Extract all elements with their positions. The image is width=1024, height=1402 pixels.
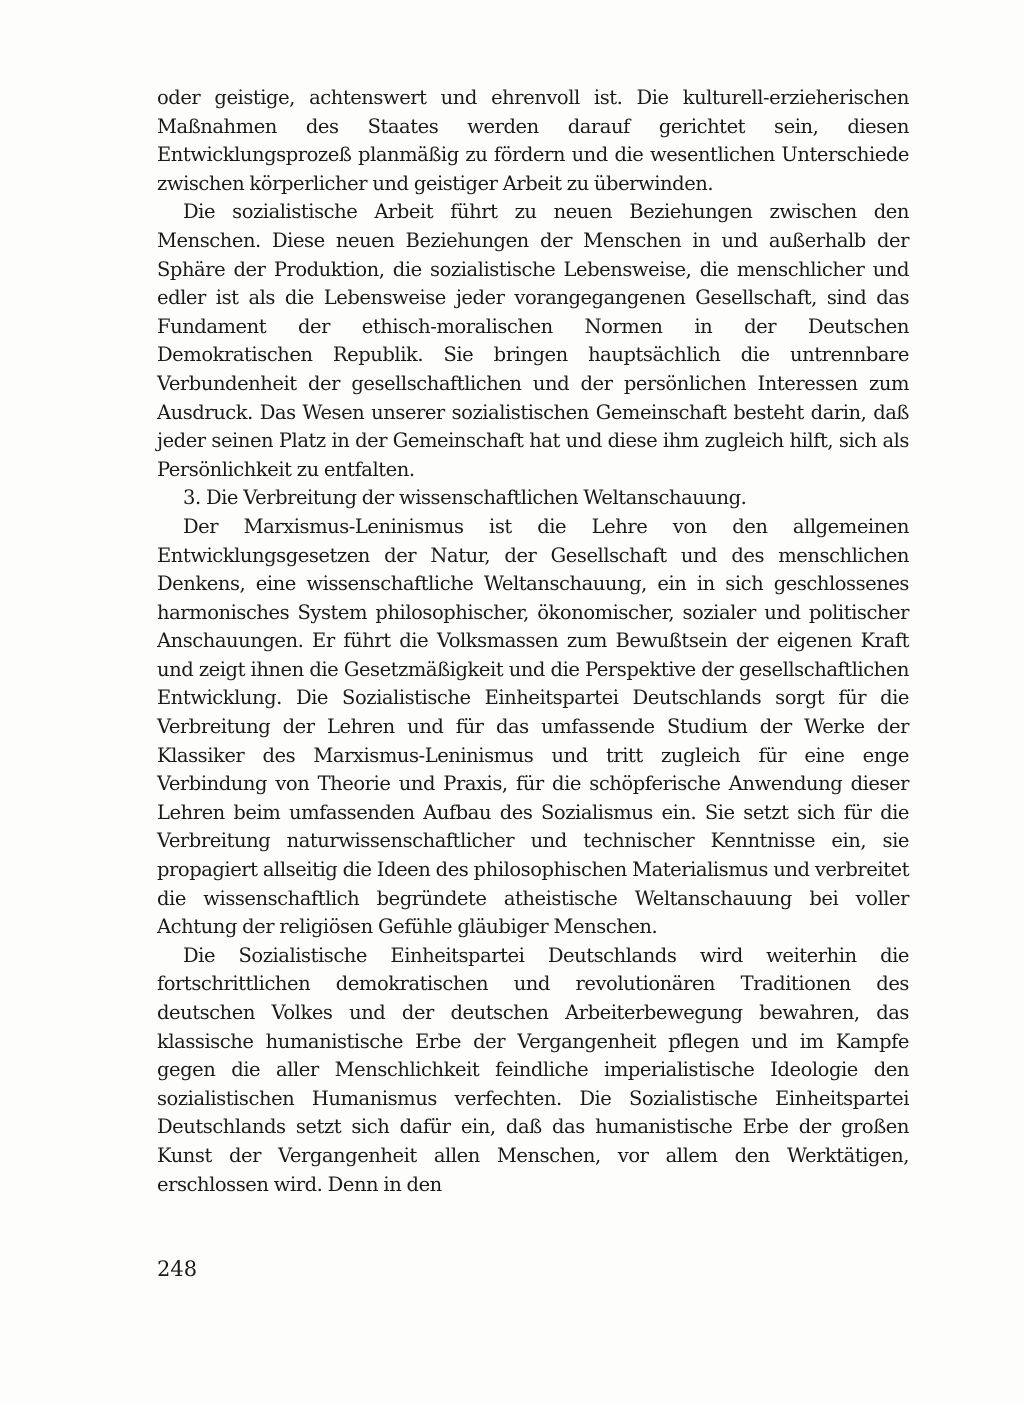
paragraph-continuation: oder geistige, achtenswert und ehrenvoll ist. Die kulturell-erzieherischen Maßnahmen des Staates werden darauf gerichtet sein, diesen Entwicklungsprozeß planmäßig zu fördern und die wesentlichen Unterschiede zwischen körperlicher und geistiger Arbeit zu überwinden. [157, 86, 909, 195]
body-text [157, 84, 909, 1199]
paragraph-socialist-work: Die sozialistische Arbeit führt zu neuen Beziehungen zwischen den Menschen. Diese neuen Beziehungen der Menschen in und außerhalb der Sphäre der Produktion, die sozialistische Lebensweise, die menschlicher und edler ist als die Lebensweise jeder vorangegangenen Gesellschaft, sind das Fundament der ethisch-moralischen Normen in der Deutschen Demokratischen Republik. Sie bringen hauptsächlich die untrennbare Verbundenheit der gesellschaftlichen und der persönlichen Interessen zum Ausdruck. Das Wesen unserer sozialistischen Gemeinschaft besteht darin, daß jeder seinen Platz in der Gemeinschaft hat und diese ihm zugleich hilft, sich als Persönlichkeit zu entfalten. [157, 200, 909, 481]
paragraph-marxism-leninism: Der Marxismus-Leninismus ist die Lehre von den allgemeinen Entwicklungsgesetzen der Natur, der Gesellschaft und des menschlichen Denkens, eine wissenschaftliche Weltanschauung, ein in sich geschlossenes harmonisches System philosophischer, ökonomischer, sozialer und politischer Anschauungen. Er führt die Volksmassen zum Bewußtsein der eigenen Kraft und zeigt ihnen die Gesetzmäßigkeit und die Perspektive der gesellschaftlichen Entwicklung. Die Sozialistische Einheitspartei Deutschlands sorgt für die Verbreitung der Lehren und für das umfassende Studium der Werke der Klassiker des Marxismus-Leninismus und tritt zugleich für eine enge Verbindung von Theorie und Praxis, für die schöpferische Anwendung dieser Lehren beim umfassenden Aufbau des Sozialismus ein. Sie setzt sich für die Verbreitung naturwissenschaftlicher und technischer Kenntnisse ein, sie propagiert allseitig die Ideen des philosophischen Materialismus und verbreitet die wissenschaftlich begründete atheistische Weltanschauung bei voller Achtung der religiösen Gefühle gläubiger Menschen. [157, 514, 909, 939]
section-heading-worldview: 3. Die Verbreitung der wissenschaftlichen Weltanschauung. [183, 486, 747, 510]
paragraph-humanist-heritage: Die Sozialistische Einheitspartei Deutschlands wird weiterhin die fortschrittlichen demokratischen und revolutionären Traditionen des deutschen Volkes und der deutschen Arbeiterbewegung bewahren, das klassische humanistische Erbe der Vergangenheit pflegen und im Kampfe gegen die aller Menschlichkeit feindliche imperialistische Ideologie den sozialistischen Humanismus verfechten. Die Sozialistische Einheitspartei Deutschlands setzt sich dafür ein, daß das humanistische Erbe der großen Kunst der Vergangenheit allen Menschen, vor allem den Werktätigen, erschlossen wird. Denn in den [157, 943, 909, 1196]
page-number: 248 [157, 1257, 198, 1281]
